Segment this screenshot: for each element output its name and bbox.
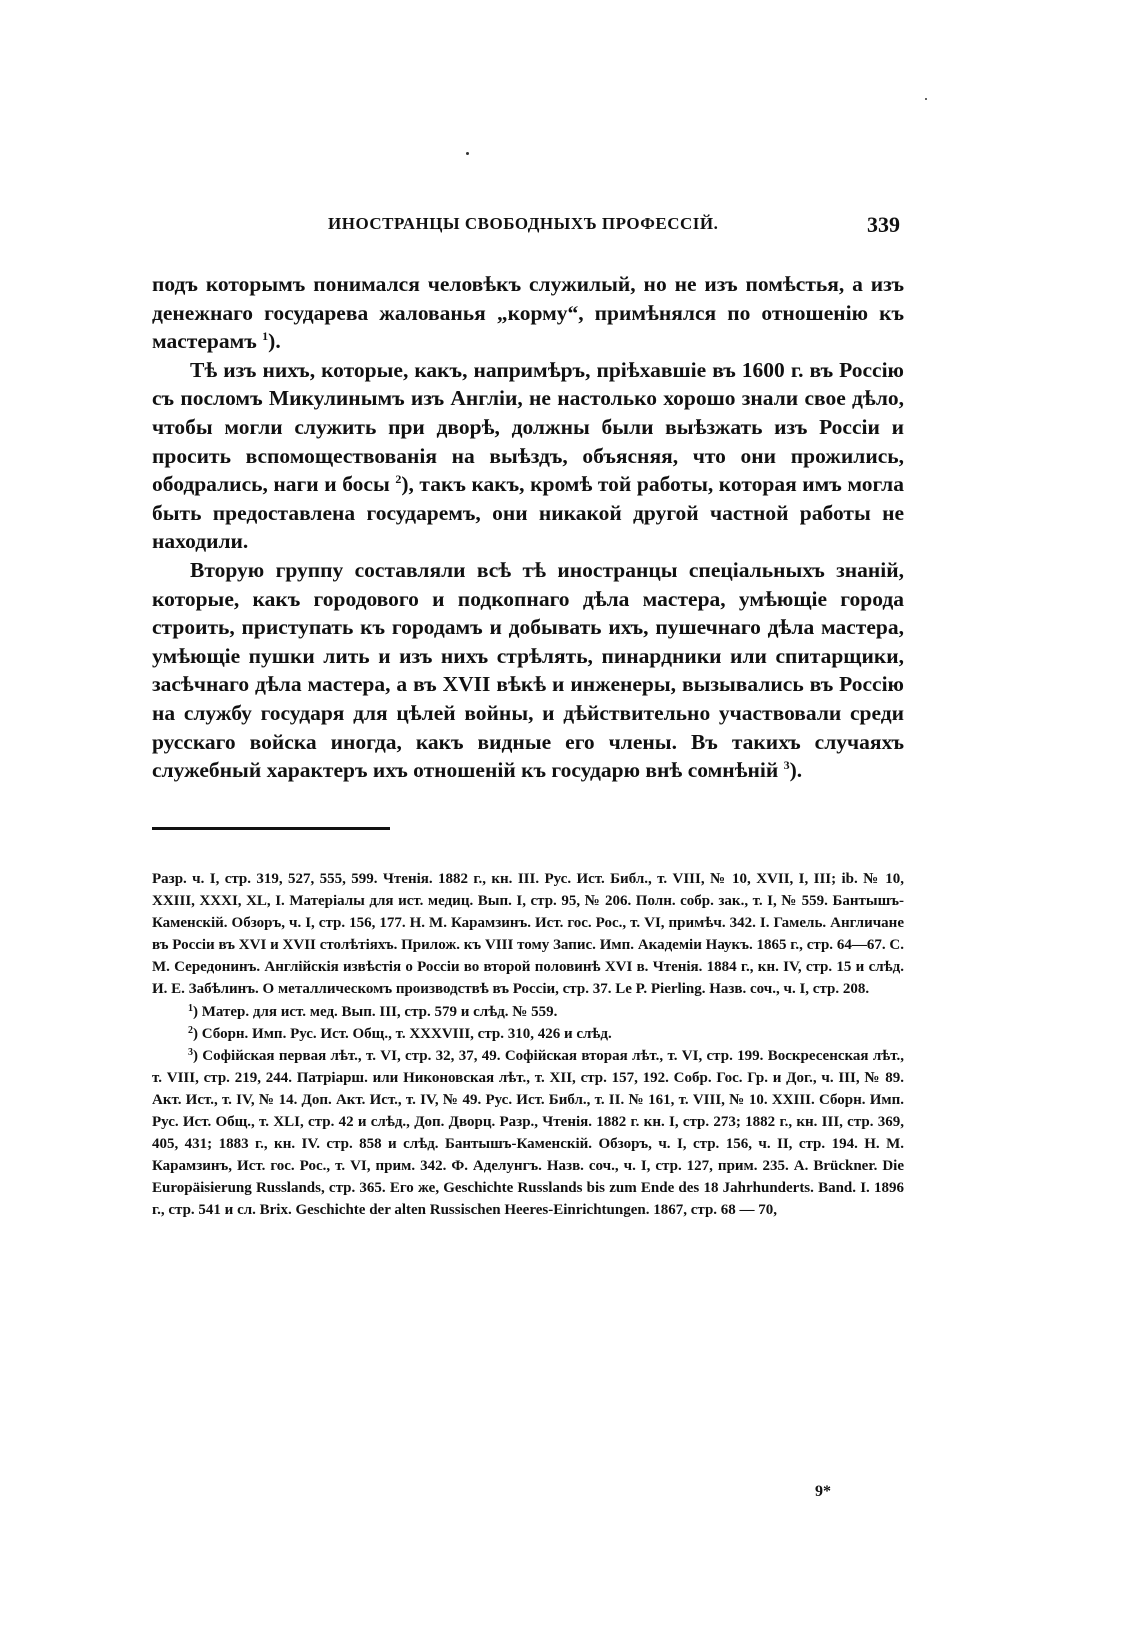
speck [466, 152, 469, 155]
paragraph-2-text: Тѣ изъ нихъ, которые, какъ, напримѣръ, пріѣхавшіе въ 1600 г. въ Россію съ посломъ Микулинымъ изъ Англіи, не настолько хорошо знали свое дѣло, чтобы могли служить при дворѣ, должны были выѣзжать изъ Россіи и просить вспомоществованія на выѣздъ, объясняя, что они прожились, ободрались, наги и босы [152, 357, 904, 497]
running-title: ИНОСТРАНЦЫ СВОБОДНЫХЪ ПРОФЕССІЙ. [328, 214, 719, 233]
footnote-1-text: ) Матер. для ист. мед. Вып. III, стр. 579 и слѣд. № 559. [193, 1003, 558, 1020]
paragraph-1-text: подъ которымъ понимался человѣкъ служилый, но не изъ помѣстья, а изъ денежнаго государева жалованья „корму“, примѣнялся по отношенію къ мастерамъ [152, 272, 904, 354]
footnote-ref: 3 [783, 758, 790, 773]
footnote-3 [152, 1045, 904, 1222]
footnote-2-text: ) Сборн. Имп. Рус. Ист. Общ., т. XXXVIII, стр. 310, 426 и слѣд. [193, 1025, 612, 1042]
footnote-mark: 2 [188, 1024, 193, 1036]
paragraph-1-end: ). [268, 329, 281, 354]
paragraph-2-text-end: ), такъ какъ, кромѣ той работы, которая имъ могла быть предоставлена государемъ, они никакой другой частной работы не находили. [152, 472, 904, 554]
speck [925, 98, 927, 100]
paragraph-2 [152, 356, 904, 556]
footnote-1 [152, 1001, 904, 1023]
paragraph-3-end: ). [789, 758, 803, 783]
paragraph-1 [152, 270, 904, 356]
footnote-2 [152, 1023, 904, 1045]
page-number: 339 [867, 212, 900, 237]
footnote-mark: 3 [188, 1046, 193, 1058]
sources-note: Разр. ч. I, стр. 319, 527, 555, 599. Чтенія. 1882 г., кн. III. Рус. Ист. Библ., т. VIII, № 10, XVII, I, III; ib. № 10, XXIII, XXXI, XL, I. Матеріалы для ист. медиц. Вып. I, стр. 95, № 206. Полн. собр. зак., т. I, № 559. Бантышъ-Каменскій. Обзоръ, ч. I, стр. 156, 177. Н. М. Карамзинъ. Ист. гос. Рос., т. VI, примѣч. 342. I. Гамель. Англичане въ Россіи въ XVI и XVII столѣтіяхъ. Прилож. къ VIII тому Запис. Имп. Академіи Наукъ. 1865 г., стр. 64—67. С. М. Середонинъ. Англійскія извѣстія о Россіи во второй половинѣ XVI в. Чтенія. 1884 г., кн. IV, стр. 15 и слѣд. И. Е. Забѣлинъ. О металлическомъ производствѣ въ Россіи, стр. 37. Le P. Pierling. Назв. соч., ч. I, стр. 208. [152, 871, 904, 998]
paragraph-3 [152, 556, 904, 785]
footnote-ref: 1 [262, 329, 269, 344]
paragraph-3-text: Вторую группу составляли всѣ тѣ иностранцы спеціальныхъ знаній, которые, какъ городового и подкопнаго дѣла мастера, умѣющіе города строить, приступать къ городамъ и добывать ихъ, пушечнаго дѣла мастера, умѣющіе пушки лить и изъ нихъ стрѣлять, пинардники или спитарщики, засѣчнаго дѣла мастера, а въ XVII вѣкѣ и инженеры, вызывались въ Россію на службу государя для цѣлей войны, и дѣйствительно участвовали среди русскаго войска иногда, какъ видные его члены. Въ такихъ случаяхъ служебный характеръ ихъ отношеній къ государю внѣ сомнѣній [152, 557, 904, 783]
running-header [148, 212, 900, 240]
signature-mark: 9* [815, 1483, 831, 1500]
footnote-separator [152, 827, 390, 830]
footnote-ref: 2 [395, 472, 402, 487]
footnotes [152, 868, 904, 1222]
footnote-mark: 1 [188, 1002, 193, 1014]
footnote-3-text: ) Софійская первая лѣт., т. VI, стр. 32, 37, 49. Софійская вторая лѣт., т. VI, стр. 199. Воскресенская лѣт., т. VIII, стр. 219, 244. Патріарш. или Никоновская лѣт., т. XII, стр. 157, 192. Собр. Гос. Гр. и Дог., ч. III, № 89. Акт. Ист., т. IV, № 14. Доп. Акт. Ист., т. IV, № 49. Рус. Ист. Библ., т. II. № 161, т. VIII, № 10. XXIII. Сборн. Имп. Рус. Ист. Общ., т. XLI, стр. 42 и слѣд., Доп. Дворц. Разр., Чтенія. 1882 г. кн. I, стр. 273; 1882 г., кн. III, стр. 369, 405, 431; 1883 г., кн. IV. стр. 858 и слѣд. Бантышъ-Каменскій. Обзоръ, ч. I, стр. 156, ч. II, стр. 194. Н. М. Карамзинъ, Ист. гос. Рос., т. VI, прим. 342. Ф. Аделунгъ. Назв. соч., ч. I, стр. 127, прим. 235. A. Brückner. Die Europäisierung Russlands, стр. 365. Его же, Geschichte Russlands bis zum Ende des 18 Jahrhunderts. Band. I. 1896 г., стр. 541 и сл. Brix. Geschichte der alten Russischen Heeres-Einrichtungen. 1867, стр. 68 — 70, [152, 1047, 904, 1219]
main-text [152, 270, 904, 785]
